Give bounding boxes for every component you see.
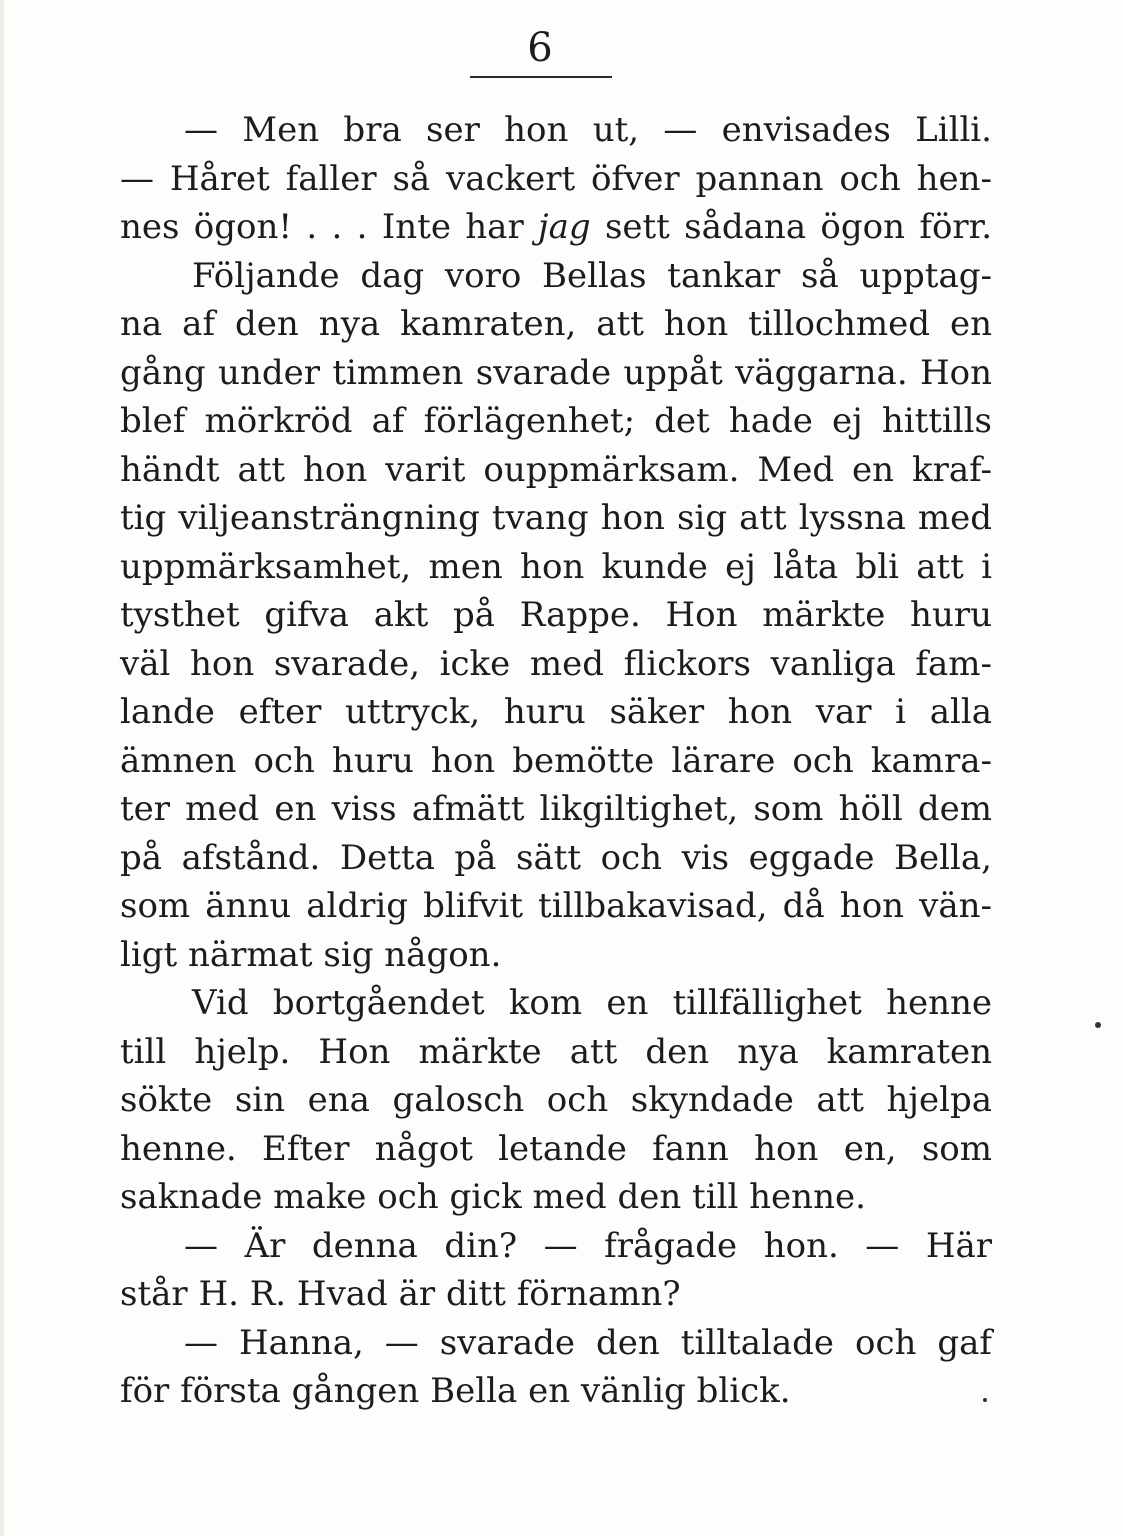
- text-line: händt att hon varit ouppmärksam. Med en kraf-: [120, 449, 992, 490]
- text-line: uppmärksamhet, men hon kunde ej låta bli att i: [120, 546, 992, 587]
- text-line: — Håret faller så vackert öfver pannan och hen-: [120, 158, 992, 199]
- ink-speck: [983, 1398, 987, 1402]
- page-number-rule: [470, 76, 612, 78]
- text-line: saknade make och gick med den till henne.: [120, 1177, 866, 1217]
- text-line: ligt närmat sig någon.: [120, 934, 502, 975]
- text-line: ämnen och huru hon bemötte lärare och kamra-: [120, 740, 992, 781]
- text-line: tig viljeansträngning tvang hon sig att lyssna med: [120, 498, 992, 538]
- text-line: ter med en viss afmätt likgiltighet, som höll dem: [120, 789, 992, 829]
- text-line: tysthet gifva akt på Rappe. Hon märkte huru: [120, 595, 992, 635]
- text-line: henne. Efter något letande fann hon en, som: [120, 1128, 992, 1169]
- ink-speck: [1095, 1022, 1101, 1028]
- text-line: — Hanna, — svarade den tilltalade och gaf: [184, 1322, 992, 1363]
- text-line: på afstånd. Detta på sätt och vis eggade Bella,: [120, 837, 992, 878]
- text-line-start: nes ögon! . . . Inte har: [120, 207, 539, 247]
- text-line: till hjelp. Hon märkte att den nya kamraten: [120, 1031, 992, 1072]
- text-line: lande efter uttryck, huru säker hon var i alla: [120, 692, 992, 732]
- scan-edge: [0, 0, 4, 1536]
- text-line: Följande dag voro Bellas tankar så upptag-: [192, 255, 992, 296]
- text-line: — Men bra ser hon ut, — envisades Lilli.: [184, 110, 992, 150]
- text-line: står H. R. Hvad är ditt förnamn?: [120, 1274, 681, 1314]
- page-number: 6: [527, 25, 553, 71]
- text-line: sökte sin ena galosch och skyndade att hjelpa: [120, 1080, 992, 1120]
- text-line: blef mörkröd af förlägenhet; det hade ej hittills: [120, 401, 992, 441]
- text-line: som ännu aldrig blifvit tillbakavisad, då hon vän-: [120, 886, 992, 926]
- text-line: för första gången Bella en vänlig blick.: [120, 1371, 791, 1411]
- body-text: [120, 106, 992, 1416]
- text-line: Vid bortgåendet kom en tillfällighet henne: [192, 983, 992, 1023]
- text-line: gång under timmen svarade uppåt väggarna. Hon: [120, 352, 992, 393]
- text-line-end: sett sådana ögon förr.: [590, 207, 992, 247]
- text-line: [120, 203, 992, 252]
- text-line: na af den nya kamraten, att hon tillochmed en: [120, 304, 992, 344]
- text-line: väl hon svarade, icke med flickors vanliga fam-: [120, 643, 992, 684]
- italic-word: jag: [538, 207, 591, 247]
- text-line: — Är denna din? — frågade hon. — Här: [184, 1225, 992, 1266]
